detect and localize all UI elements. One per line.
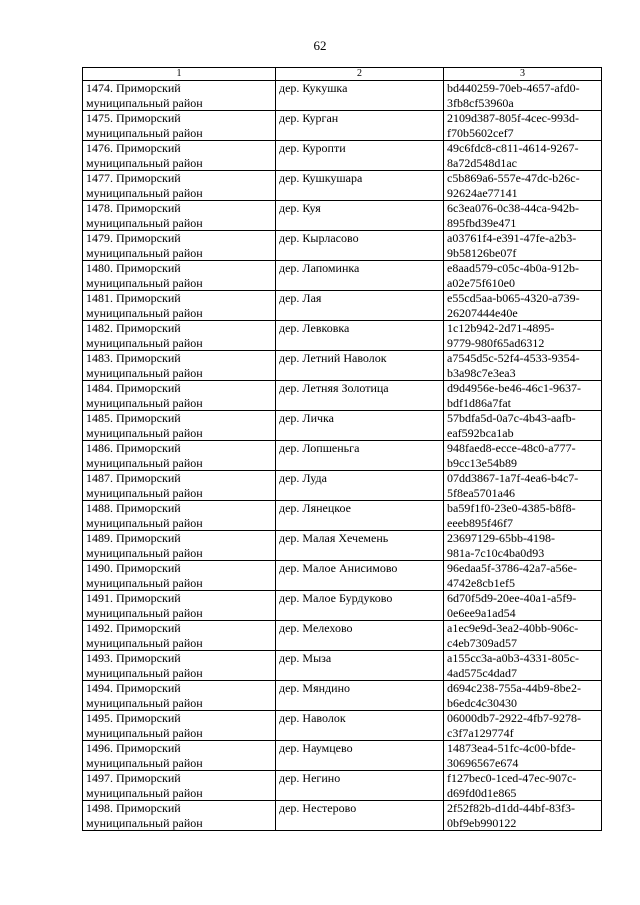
district-cell <box>83 651 276 681</box>
guid-line: 14873ea4-51fc-4c00-bfde- <box>447 741 576 755</box>
settlement-cell: дер. Мяндино <box>276 681 444 711</box>
district-line: 1491. Приморский <box>86 591 181 605</box>
district-line: 1477. Приморский <box>86 171 181 185</box>
settlement-cell: дер. Кырласово <box>276 231 444 261</box>
settlement-cell: дер. Лопшеньга <box>276 441 444 471</box>
district-line: 1489. Приморский <box>86 531 181 545</box>
guid-cell <box>444 801 602 831</box>
settlement-cell: дер. Мыза <box>276 651 444 681</box>
district-line: 1480. Приморский <box>86 261 181 275</box>
guid-line: a155cc3a-a0b3-4331-805c- <box>447 651 579 665</box>
guid-cell <box>444 291 602 321</box>
settlement-cell: дер. Малая Хечемень <box>276 531 444 561</box>
district-line: 1481. Приморский <box>86 291 181 305</box>
settlement-cell: дер. Летний Наволок <box>276 351 444 381</box>
guid-line: 6c3ea076-0c38-44ca-942b- <box>447 201 579 215</box>
table-row <box>83 561 602 591</box>
guid-line: 57bdfa5d-0a7c-4b43-aafb- <box>447 411 576 425</box>
settlement-cell: дер. Кукушка <box>276 81 444 111</box>
table-row <box>83 681 602 711</box>
guid-line: b9cc13e54b89 <box>447 455 517 470</box>
district-line: 1479. Приморский <box>86 231 181 245</box>
guid-cell <box>444 651 602 681</box>
district-line: 1495. Приморский <box>86 711 181 725</box>
district-cell <box>83 471 276 501</box>
table-row <box>83 531 602 561</box>
guid-cell <box>444 471 602 501</box>
settlement-cell: дер. Малое Анисимово <box>276 561 444 591</box>
guid-cell <box>444 711 602 741</box>
district-cell <box>83 171 276 201</box>
guid-line: 981a-7c10c4ba0d93 <box>447 545 545 560</box>
district-line: 1494. Приморский <box>86 681 181 695</box>
guid-line: 92624ae77141 <box>447 185 518 200</box>
guid-cell <box>444 531 602 561</box>
guid-line: 06000db7-2922-4fb7-9278- <box>447 711 581 725</box>
district-line: 1474. Приморский <box>86 81 181 95</box>
district-line: 1482. Приморский <box>86 321 181 335</box>
district-line: муниципальный район <box>86 215 203 230</box>
table-row <box>83 261 602 291</box>
district-line: муниципальный район <box>86 605 203 620</box>
guid-cell <box>444 621 602 651</box>
table-row <box>83 651 602 681</box>
guid-line: 0bf9eb990122 <box>447 815 517 830</box>
district-cell <box>83 291 276 321</box>
district-cell <box>83 441 276 471</box>
guid-line: 8a72d548d1ac <box>447 155 517 170</box>
settlement-cell: дер. Луда <box>276 471 444 501</box>
district-line: муниципальный район <box>86 755 203 770</box>
guid-line: 2109d387-805f-4cec-993d- <box>447 111 579 125</box>
district-cell <box>83 81 276 111</box>
table-row <box>83 351 602 381</box>
district-cell <box>83 231 276 261</box>
district-line: муниципальный район <box>86 245 203 260</box>
guid-line: d694c238-755a-44b9-8be2- <box>447 681 581 695</box>
district-line: 1488. Приморский <box>86 501 181 515</box>
guid-line: e8aad579-c05c-4b0a-912b- <box>447 261 579 275</box>
district-line: 1485. Приморский <box>86 411 181 425</box>
settlement-cell: дер. Мелехово <box>276 621 444 651</box>
table-row <box>83 291 602 321</box>
district-line: муниципальный район <box>86 125 203 140</box>
district-line: 1475. Приморский <box>86 111 181 125</box>
guid-line: 948faed8-ecce-48c0-a777- <box>447 441 576 455</box>
guid-line: 0e6ee9a1ad54 <box>447 605 516 620</box>
guid-cell <box>444 501 602 531</box>
table-row <box>83 471 602 501</box>
guid-line: c5b869a6-557e-47dc-b26c- <box>447 171 580 185</box>
district-line: 1493. Приморский <box>86 651 181 665</box>
table-row <box>83 441 602 471</box>
settlement-cell: дер. Кушкушара <box>276 171 444 201</box>
table-row <box>83 801 602 831</box>
district-cell <box>83 351 276 381</box>
settlement-cell: дер. Лая <box>276 291 444 321</box>
guid-line: 96edaa5f-3786-42a7-a56e- <box>447 561 577 575</box>
guid-line: b3a98c7e3ea3 <box>447 365 516 380</box>
settlement-cell: дер. Левковка <box>276 321 444 351</box>
district-line: 1490. Приморский <box>86 561 181 575</box>
guid-cell <box>444 261 602 291</box>
table-row <box>83 591 602 621</box>
district-cell <box>83 321 276 351</box>
guid-line: bd440259-70eb-4657-afd0- <box>447 81 580 95</box>
table-row <box>83 771 602 801</box>
column-header-3: 3 <box>444 68 602 81</box>
settlement-cell: дер. Нестерово <box>276 801 444 831</box>
district-line: муниципальный район <box>86 665 203 680</box>
guid-cell <box>444 561 602 591</box>
district-line: 1492. Приморский <box>86 621 181 635</box>
guid-line: eaf592bca1ab <box>447 425 514 440</box>
district-cell <box>83 141 276 171</box>
district-cell <box>83 681 276 711</box>
district-line: 1484. Приморский <box>86 381 181 395</box>
guid-cell <box>444 591 602 621</box>
guid-cell <box>444 411 602 441</box>
table-row <box>83 111 602 141</box>
district-line: муниципальный район <box>86 95 203 110</box>
column-header-1: 1 <box>83 68 276 81</box>
guid-cell <box>444 321 602 351</box>
district-cell <box>83 741 276 771</box>
table-header-row <box>83 68 602 81</box>
district-line: 1486. Приморский <box>86 441 181 455</box>
guid-line: 9779-980f65ad6312 <box>447 335 545 350</box>
district-cell <box>83 591 276 621</box>
district-line: муниципальный район <box>86 365 203 380</box>
guid-line: 4ad575c4dad7 <box>447 665 517 680</box>
guid-line: a02e75f610e0 <box>447 275 515 290</box>
district-cell <box>83 711 276 741</box>
district-line: муниципальный район <box>86 185 203 200</box>
guid-line: 3fb8cf53960a <box>447 95 514 110</box>
settlement-cell: дер. Наволок <box>276 711 444 741</box>
district-line: 1496. Приморский <box>86 741 181 755</box>
guid-line: 2f52f82b-d1dd-44bf-83f3- <box>447 801 575 815</box>
settlement-cell: дер. Лапоминка <box>276 261 444 291</box>
guid-line: a03761f4-e391-47fe-a2b3- <box>447 231 577 245</box>
district-cell <box>83 801 276 831</box>
district-cell <box>83 501 276 531</box>
guid-line: 6d70f5d9-20ee-40a1-a5f9- <box>447 591 577 605</box>
district-line: муниципальный район <box>86 425 203 440</box>
table-row <box>83 231 602 261</box>
district-line: 1483. Приморский <box>86 351 181 365</box>
guid-cell <box>444 741 602 771</box>
district-line: муниципальный район <box>86 815 203 830</box>
district-line: муниципальный район <box>86 335 203 350</box>
guid-cell <box>444 201 602 231</box>
guid-line: e55cd5aa-b065-4320-a739- <box>447 291 580 305</box>
column-header-2: 2 <box>276 68 444 81</box>
table-row <box>83 621 602 651</box>
guid-line: 23697129-65bb-4198- <box>447 531 555 545</box>
district-line: муниципальный район <box>86 485 203 500</box>
table-row <box>83 201 602 231</box>
district-cell <box>83 381 276 411</box>
table-row <box>83 81 602 111</box>
district-cell <box>83 561 276 591</box>
settlement-cell: дер. Негино <box>276 771 444 801</box>
guid-line: 1c12b942-2d71-4895- <box>447 321 555 335</box>
settlement-cell: дер. Летняя Золотица <box>276 381 444 411</box>
guid-line: ba59f1f0-23e0-4385-b8f8- <box>447 501 576 515</box>
district-cell <box>83 411 276 441</box>
guid-line: bdf1d86a7fat <box>447 395 511 410</box>
district-line: 1476. Приморский <box>86 141 181 155</box>
guid-line: a1ec9e9d-3ea2-40bb-906c- <box>447 621 579 635</box>
guid-line: a7545d5c-52f4-4533-9354- <box>447 351 580 365</box>
district-line: муниципальный район <box>86 455 203 470</box>
guid-line: c3f7a129774f <box>447 725 514 740</box>
district-line: 1497. Приморский <box>86 771 181 785</box>
district-line: 1498. Приморский <box>86 801 181 815</box>
guid-line: 895fbd39e471 <box>447 215 517 230</box>
table-row <box>83 321 602 351</box>
settlement-cell: дер. Куропти <box>276 141 444 171</box>
settlement-cell: дер. Куя <box>276 201 444 231</box>
guid-line: f127bec0-1ced-47ec-907c- <box>447 771 577 785</box>
district-cell <box>83 771 276 801</box>
district-cell <box>83 261 276 291</box>
district-line: муниципальный район <box>86 725 203 740</box>
district-line: муниципальный район <box>86 305 203 320</box>
district-line: муниципальный район <box>86 155 203 170</box>
guid-cell <box>444 111 602 141</box>
guid-line: 26207444e40e <box>447 305 518 320</box>
district-line: муниципальный район <box>86 545 203 560</box>
table-row <box>83 141 602 171</box>
district-line: муниципальный район <box>86 785 203 800</box>
district-line: муниципальный район <box>86 275 203 290</box>
district-line: муниципальный район <box>86 635 203 650</box>
guid-line: f70b5602cef7 <box>447 125 514 140</box>
guid-line: 49c6fdc8-c811-4614-9267- <box>447 141 579 155</box>
guid-line: b6edc4c30430 <box>447 695 517 710</box>
guid-cell <box>444 171 602 201</box>
guid-line: d9d4956e-be46-46c1-9637- <box>447 381 581 395</box>
guid-cell <box>444 81 602 111</box>
settlement-cell: дер. Личка <box>276 411 444 441</box>
page-number: 62 <box>313 38 327 53</box>
guid-line: 07dd3867-1a7f-4ea6-b4c7- <box>447 471 579 485</box>
guid-cell <box>444 351 602 381</box>
guid-cell <box>444 441 602 471</box>
table-row <box>83 411 602 441</box>
guid-cell <box>444 231 602 261</box>
guid-cell <box>444 681 602 711</box>
table-row <box>83 171 602 201</box>
district-line: муниципальный район <box>86 395 203 410</box>
settlement-cell: дер. Лянецкое <box>276 501 444 531</box>
table-row <box>83 741 602 771</box>
district-cell <box>83 621 276 651</box>
guid-line: c4eb7309ad57 <box>447 635 517 650</box>
district-cell <box>83 201 276 231</box>
district-line: 1478. Приморский <box>86 201 181 215</box>
guid-line: 9b58126be07f <box>447 245 517 260</box>
registry-table <box>82 67 602 831</box>
district-line: муниципальный район <box>86 695 203 710</box>
district-line: муниципальный район <box>86 575 203 590</box>
guid-line: d69fd0d1e865 <box>447 785 517 800</box>
district-cell <box>83 531 276 561</box>
guid-line: 5f8ea5701a46 <box>447 485 515 500</box>
table-row <box>83 501 602 531</box>
guid-line: eeeb895f46f7 <box>447 515 513 530</box>
guid-line: 30696567e674 <box>447 755 519 770</box>
guid-line: 4742e8cb1ef5 <box>447 575 515 590</box>
table-row <box>83 381 602 411</box>
guid-cell <box>444 141 602 171</box>
district-line: муниципальный район <box>86 515 203 530</box>
guid-cell <box>444 381 602 411</box>
district-line: 1487. Приморский <box>86 471 181 485</box>
district-cell <box>83 111 276 141</box>
settlement-cell: дер. Малое Бурдуково <box>276 591 444 621</box>
guid-cell <box>444 771 602 801</box>
table-row <box>83 711 602 741</box>
settlement-cell: дер. Наумцево <box>276 741 444 771</box>
settlement-cell: дер. Курган <box>276 111 444 141</box>
